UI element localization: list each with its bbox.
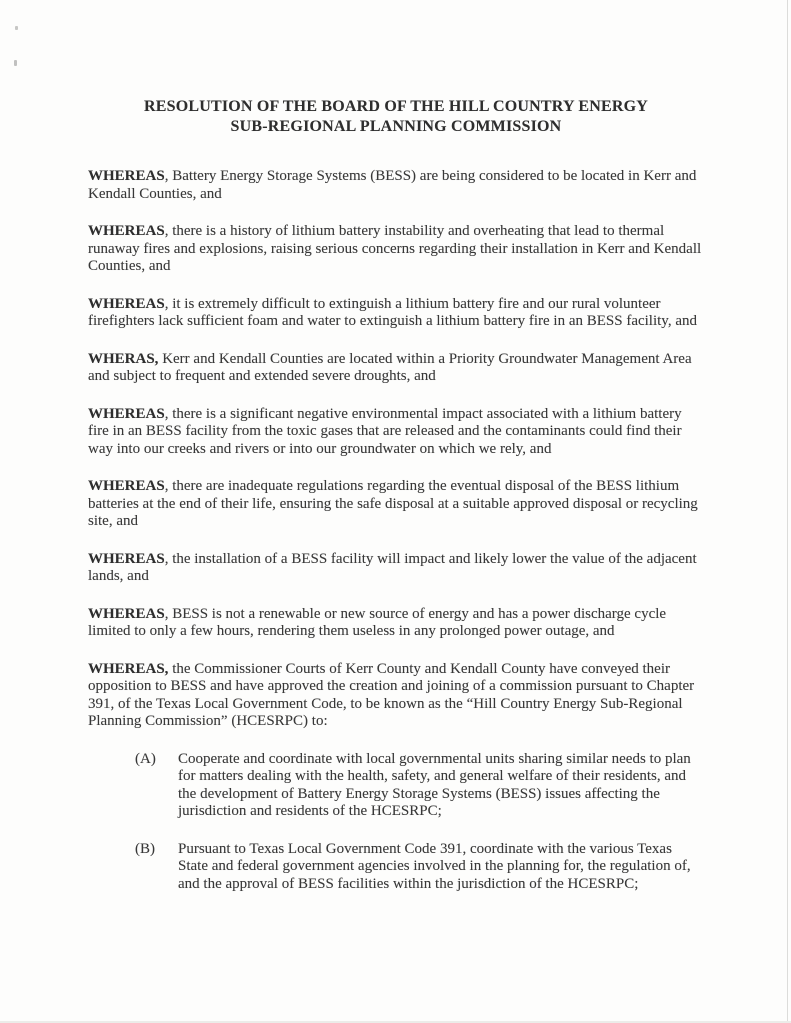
whereas-keyword: WHEREAS, (88, 660, 169, 677)
whereas-paragraph (88, 168, 704, 203)
whereas-keyword: WHEREAS (88, 295, 165, 312)
document-content (88, 97, 704, 913)
whereas-keyword: WHEREAS (88, 223, 165, 239)
whereas-paragraph (88, 296, 704, 331)
whereas-paragraph (88, 606, 704, 641)
whereas-paragraph (88, 478, 704, 531)
whereas-paragraph (88, 551, 704, 586)
scan-speck (14, 60, 17, 66)
paragraph-text: , there is a history of lithium battery instability and overheating that lead to thermal runaway fires and explosions, raising serious concerns regarding their installation in Kerr and Kendall Counties, and (88, 223, 702, 274)
scan-edge-line (787, 0, 788, 1023)
paragraph-text: , Battery Energy Storage Systems (BESS) are being considered to be located in Kerr and Kendall Counties, and (88, 168, 697, 202)
whereas-keyword: WHEREAS (88, 168, 165, 184)
paragraph-text: the Commissioner Courts of Kerr County and Kendall County have conveyed their opposition to BESS and have approved the creation and joining of a commission pursuant to Chapter 391, of the Texas Local Government Code, to be known as the “Hill Country Energy Sub-Regional Planning Commission” (HCESRPC) to: (88, 660, 695, 729)
paragraph-text: , BESS is not a renewable or new source of energy and has a power discharge cycle limited to only a few hours, rendering them useless in any prolonged power outage, and (88, 605, 667, 639)
whereas-keyword: WHEREAS (88, 605, 165, 622)
scan-speck (15, 26, 18, 30)
clause-item-a (135, 751, 704, 821)
whereas-paragraph (88, 351, 704, 386)
paragraph-text: Kerr and Kendall Counties are located within a Priority Groundwater Management Area and subject to frequent and extended severe droughts, and (88, 350, 692, 384)
clause-label: (A) (135, 750, 156, 767)
paragraph-text: , the installation of a BESS facility will impact and likely lower the value of the adjacent lands, and (88, 550, 697, 584)
whereas-keyword: WHEREAS (88, 405, 165, 422)
clause-text: Pursuant to Texas Local Government Code 391, coordinate with the various Texas State and federal government agencies involved in the planning for, the regulation of, and the approval of BESS facilities within the jurisdiction of the HCESRPC; (178, 840, 691, 892)
whereas-paragraph (88, 223, 704, 276)
clause-text: Cooperate and coordinate with local governmental units sharing similar needs to plan for matters dealing with the health, safety, and general welfare of their residents, and the development of Battery Energy Storage Systems (BESS) issues affecting the jurisdiction and residents of the HCESRPC; (178, 750, 691, 819)
paragraph-text: , there is a significant negative environmental impact associated with a lithium battery fire in an BESS facility from the toxic gases that are released and the contaminants could find their way into our creeks and rivers or into our groundwater on which we rely, and (88, 405, 682, 457)
clause-label: (B) (135, 840, 155, 857)
paragraph-text: , there are inadequate regulations regarding the eventual disposal of the BESS lithium batteries at the end of their life, ensuring the safe disposal at a suitable approved disposal or recycling site, and (88, 478, 698, 529)
whereas-paragraph (88, 406, 704, 459)
whereas-keyword: WHERAS, (88, 350, 159, 367)
whereas-paragraph (88, 661, 704, 731)
document-title-line1: RESOLUTION OF THE BOARD OF THE HILL COUNTRY ENERGY (143, 98, 649, 115)
clause-item-b (135, 841, 704, 894)
document-title-line2: SUB-REGIONAL PLANNING COMMISSION (230, 117, 562, 135)
whereas-keyword: WHEREAS (88, 550, 165, 567)
whereas-keyword: WHEREAS (88, 478, 165, 494)
paragraph-text: , it is extremely difficult to extinguish a lithium battery fire and our rural volunteer firefighters lack sufficient foam and water to extinguish a lithium battery fire in an BESS facility, and (88, 295, 697, 329)
document-title (88, 97, 704, 136)
